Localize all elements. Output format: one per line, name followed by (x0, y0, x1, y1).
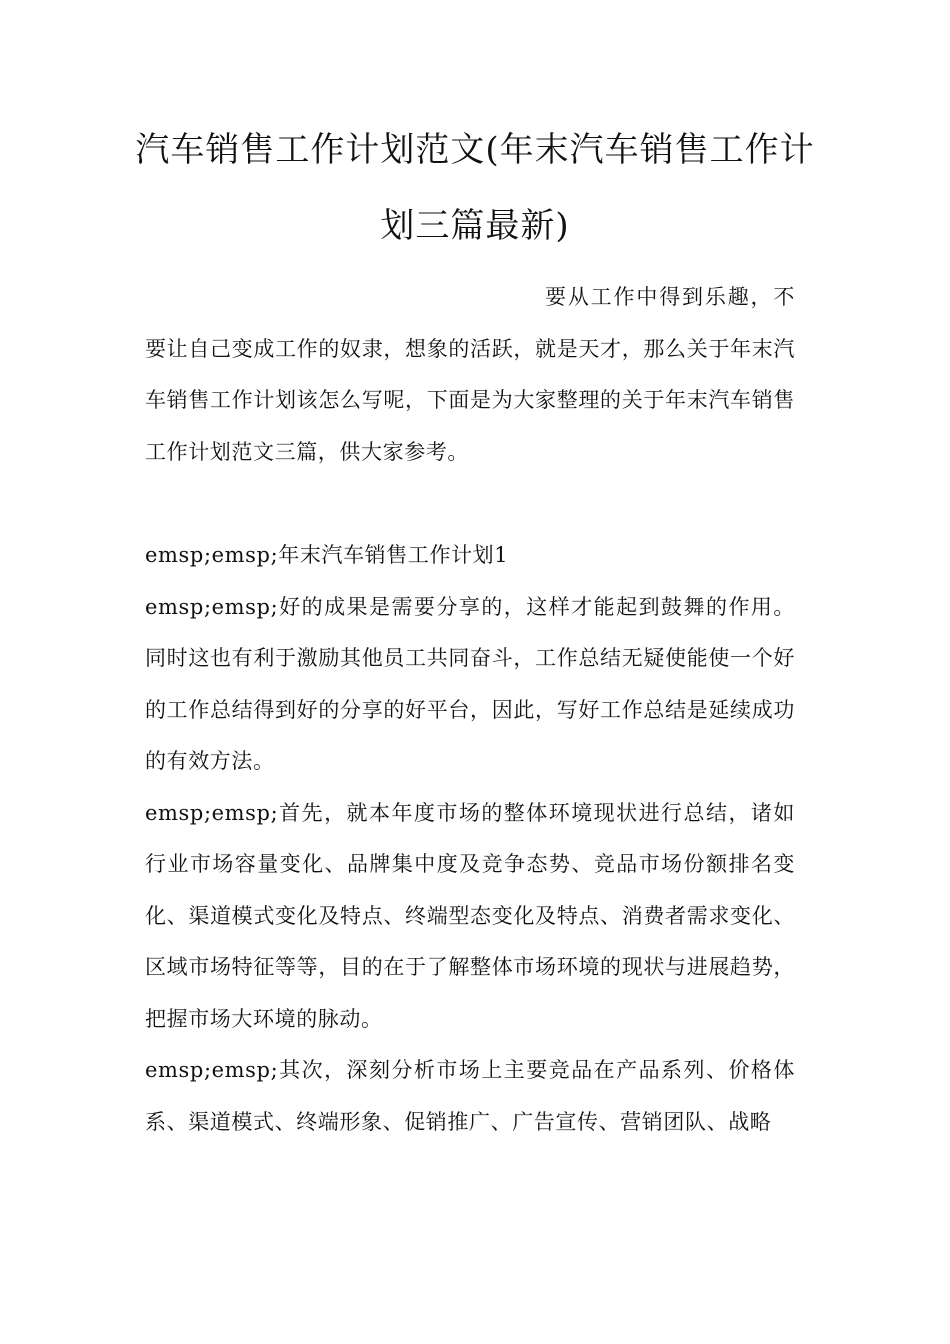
body-paragraph-3: emsp;emsp;其次，深刻分析市场上主要竞品在产品系列、价格体系、渠道模式、终端形象、促销推广、广告宣传、营销团队、战略 (145, 1058, 795, 1134)
paragraph-gap (145, 478, 795, 530)
body-paragraph-1: emsp;emsp;好的成果是需要分享的，这样才能起到鼓舞的作用。同时这也有利于激励其他员工共同奋斗，工作总结无疑使能使一个好的工作总结得到好的分享的好平台，因此，写好工作总结是延续成功的有效方法。 (145, 594, 795, 773)
section-heading-1: emsp;emsp;年末汽车销售工作计划1 (145, 543, 509, 567)
document-body (145, 272, 795, 1148)
document-title: 汽车销售工作计划范文(年末汽车销售工作计划三篇最新) (135, 130, 815, 246)
body-paragraph-2: emsp;emsp;首先，就本年度市场的整体环境现状进行总结，诸如行业市场容量变化、品牌集中度及竞争态势、竞品市场份额排名变化、渠道模式变化及特点、终端型态变化及特点、消费者需求变化、区域市场特征等等，目的在于了解整体市场环境的现状与进展趋势，把握市场大环境的脉动。 (145, 800, 795, 1031)
intro-paragraph: 要从工作中得到乐趣，不要让自己变成工作的奴隶，想象的活跃，就是天才，那么关于年末汽车销售工作计划该怎么写呢，下面是为大家整理的关于年末汽车销售工作计划范文三篇，供大家参考。 (145, 285, 795, 464)
